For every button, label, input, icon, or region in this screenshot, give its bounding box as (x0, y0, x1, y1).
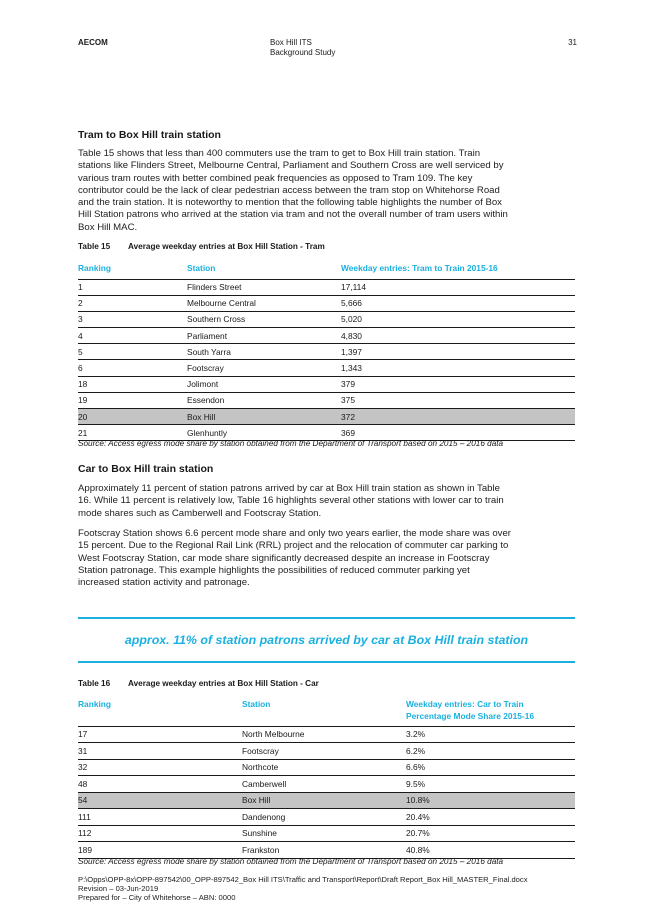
cell-entries: 5,666 (341, 295, 575, 311)
cell-station: Camberwell (242, 776, 406, 793)
cell-station: Southern Cross (187, 311, 341, 327)
cell-entries: 17,114 (341, 279, 575, 295)
paragraph-car-1 (78, 483, 575, 520)
cell-ranking: 111 (78, 809, 242, 826)
cell-share: 6.2% (406, 743, 575, 760)
table-row (78, 328, 575, 344)
cell-share: 10.8% (406, 792, 575, 809)
cell-ranking: 18 (78, 376, 187, 392)
paragraph-line: Box Hill MAC. (78, 221, 138, 233)
header-doc-title-line1: Box Hill ITS (270, 38, 312, 47)
footer-prepared-for: Prepared for – City of Whitehorse – ABN: 0000 (78, 893, 236, 903)
cell-station: Frankston (242, 842, 406, 859)
footer-file-path: P:\Opps\OPP-8x\OPP-897542\00_OPP-897542_Box Hill ITS\Traffic and Transport\Report\Draft Report_Box Hill_MASTER_Final.docx (78, 875, 528, 884)
table16-title: Average weekday entries at Box Hill Station - Car (128, 679, 319, 688)
paragraph-line: 15 percent. Due to the Regional Rail Link (RRL) project and the relocation of commuter car parking to (78, 540, 509, 552)
paragraph-line: stations like Flinders Street, Melbourne Central, Parliament and Southern Cross are well serviced by (78, 160, 504, 172)
header-company: AECOM (78, 38, 108, 47)
cell-share: 9.5% (406, 776, 575, 793)
cell-ranking: 6 (78, 360, 187, 376)
cell-ranking: 32 (78, 759, 242, 776)
header-doc-title-line2: Background Study (270, 48, 336, 57)
cell-station: North Melbourne (242, 726, 406, 743)
cell-ranking: 112 (78, 825, 242, 842)
cell-ranking: 2 (78, 295, 187, 311)
table-row (78, 825, 575, 842)
paragraph-car-2 (78, 528, 575, 589)
cell-entries: 5,020 (341, 311, 575, 327)
cell-station: Footscray (187, 360, 341, 376)
table-row (78, 776, 575, 793)
cell-ranking: 4 (78, 328, 187, 344)
paragraph-line: Hill Station patrons who arrived at the station via tram and not the overall number of tram users within (78, 209, 508, 221)
table-row (78, 726, 575, 743)
cell-ranking: 17 (78, 726, 242, 743)
cell-station: Box Hill (187, 409, 341, 425)
cell-station: Melbourne Central (187, 295, 341, 311)
section-heading-tram: Tram to Box Hill train station (78, 129, 221, 141)
footer-revision: Revision – 03-Jun-2019 (78, 884, 159, 894)
cell-station: Jolimont (187, 376, 341, 392)
cell-entries: 4,830 (341, 328, 575, 344)
table16-header-share-line1: Weekday entries: Car to Train (406, 699, 524, 709)
cell-ranking: 19 (78, 392, 187, 408)
table-row (78, 279, 575, 295)
cell-station: Glenhuntly (187, 425, 341, 441)
paragraph-line: and the train station. It is noteworthy to mention that the following table highlights the number of Box (78, 197, 502, 209)
paragraph-line: various tram routes with better combined peak frequencies as opposed to Tram 109. The key (78, 172, 473, 184)
table-row (78, 344, 575, 360)
header-page-number: 31 (568, 38, 577, 47)
cell-ranking: 21 (78, 425, 187, 441)
section-heading-car: Car to Box Hill train station (78, 463, 214, 475)
table16-number: Table 16 (78, 679, 111, 688)
table-row (78, 743, 575, 760)
table15-number: Table 15 (78, 242, 111, 251)
cell-station: Essendon (187, 392, 341, 408)
header-doc-title (270, 38, 335, 58)
table-row (78, 759, 575, 776)
cell-entries: 1,397 (341, 344, 575, 360)
pull-quote-text: approx. 11% of station patrons arrived by car at Box Hill train station (124, 633, 529, 647)
table-row (78, 842, 575, 859)
cell-ranking: 20 (78, 409, 187, 425)
cell-entries: 375 (341, 392, 575, 408)
cell-ranking: 31 (78, 743, 242, 760)
cell-station: Box Hill (242, 792, 406, 809)
paragraph-tram (78, 148, 575, 234)
paragraph-line: Table 15 shows that less than 400 commuters use the tram to get to Box Hill train station. Train (78, 148, 481, 159)
table-row (78, 376, 575, 392)
cell-ranking: 1 (78, 279, 187, 295)
table16 (78, 699, 575, 859)
cell-share: 3.2% (406, 726, 575, 743)
table-row-highlighted (78, 792, 575, 809)
table16-caption (78, 679, 319, 689)
table-row-highlighted (78, 409, 575, 425)
paragraph-line: increased station activity and patronage. (78, 577, 250, 589)
cell-station: Sunshine (242, 825, 406, 842)
cell-ranking: 3 (78, 311, 187, 327)
table15-caption (78, 242, 325, 252)
paragraph-line: mode shares such as Camberwell and Footscray Station. (78, 507, 322, 519)
pull-quote (78, 617, 575, 663)
table15-title: Average weekday entries at Box Hill Station - Tram (128, 242, 325, 251)
cell-share: 20.4% (406, 809, 575, 826)
cell-station: Footscray (242, 743, 406, 760)
cell-share: 20.7% (406, 825, 575, 842)
cell-entries: 372 (341, 409, 575, 425)
table16-header-ranking: Ranking (78, 699, 112, 709)
paragraph-line: West Footscray Station, car mode share significantly decreased despite an increase in Footscray (78, 552, 490, 564)
paragraph-line: Station patronage. This example highlights the possibilities of reduced commuter parking yet (78, 564, 470, 576)
cell-station: Parliament (187, 328, 341, 344)
table16-header-share (406, 699, 575, 726)
paragraph-line: 16. While 11 percent is relatively low, Table 16 highlights several other stations with lower car to train (78, 495, 504, 507)
table15-header-entries: Weekday entries: Tram to Train 2015-16 (341, 263, 498, 273)
cell-ranking: 189 (78, 842, 242, 859)
paragraph-line: Footscray Station shows 6.6 percent mode share and only two years earlier, the mode share was over (78, 528, 512, 539)
cell-share: 40.8% (406, 842, 575, 859)
footer (78, 875, 528, 903)
table-row (78, 311, 575, 327)
cell-station: Dandenong (242, 809, 406, 826)
paragraph-line: Approximately 11 percent of station patrons arrived by car at Box Hill train station as shown in Table (78, 483, 500, 494)
cell-ranking: 5 (78, 344, 187, 360)
table-row (78, 809, 575, 826)
cell-share: 6.6% (406, 759, 575, 776)
table16-header-station: Station (242, 699, 271, 709)
table16-header-share-line2: Percentage Mode Share 2015-16 (406, 710, 535, 721)
cell-entries: 379 (341, 376, 575, 392)
table15-header-ranking: Ranking (78, 263, 112, 273)
table-row (78, 392, 575, 408)
cell-entries: 1,343 (341, 360, 575, 376)
cell-station: Flinders Street (187, 279, 341, 295)
table16-source: Source: Access egress mode share by station obtained from the Department of Transport based on 2015 – 2016 data (78, 857, 504, 866)
cell-ranking: 48 (78, 776, 242, 793)
table15-source: Source: Access egress mode share by station obtained from the Department of Transport based on 2015 – 2016 data (78, 439, 504, 448)
table15 (78, 263, 575, 441)
table-row (78, 295, 575, 311)
table15-header-station: Station (187, 263, 216, 273)
table-row (78, 360, 575, 376)
cell-entries: 369 (341, 425, 575, 441)
cell-ranking: 54 (78, 792, 242, 809)
cell-station: South Yarra (187, 344, 341, 360)
cell-station: Northcote (242, 759, 406, 776)
paragraph-line: contributor could be the lack of clear pedestrian access between the tram stop on Whitehorse Road (78, 184, 500, 196)
